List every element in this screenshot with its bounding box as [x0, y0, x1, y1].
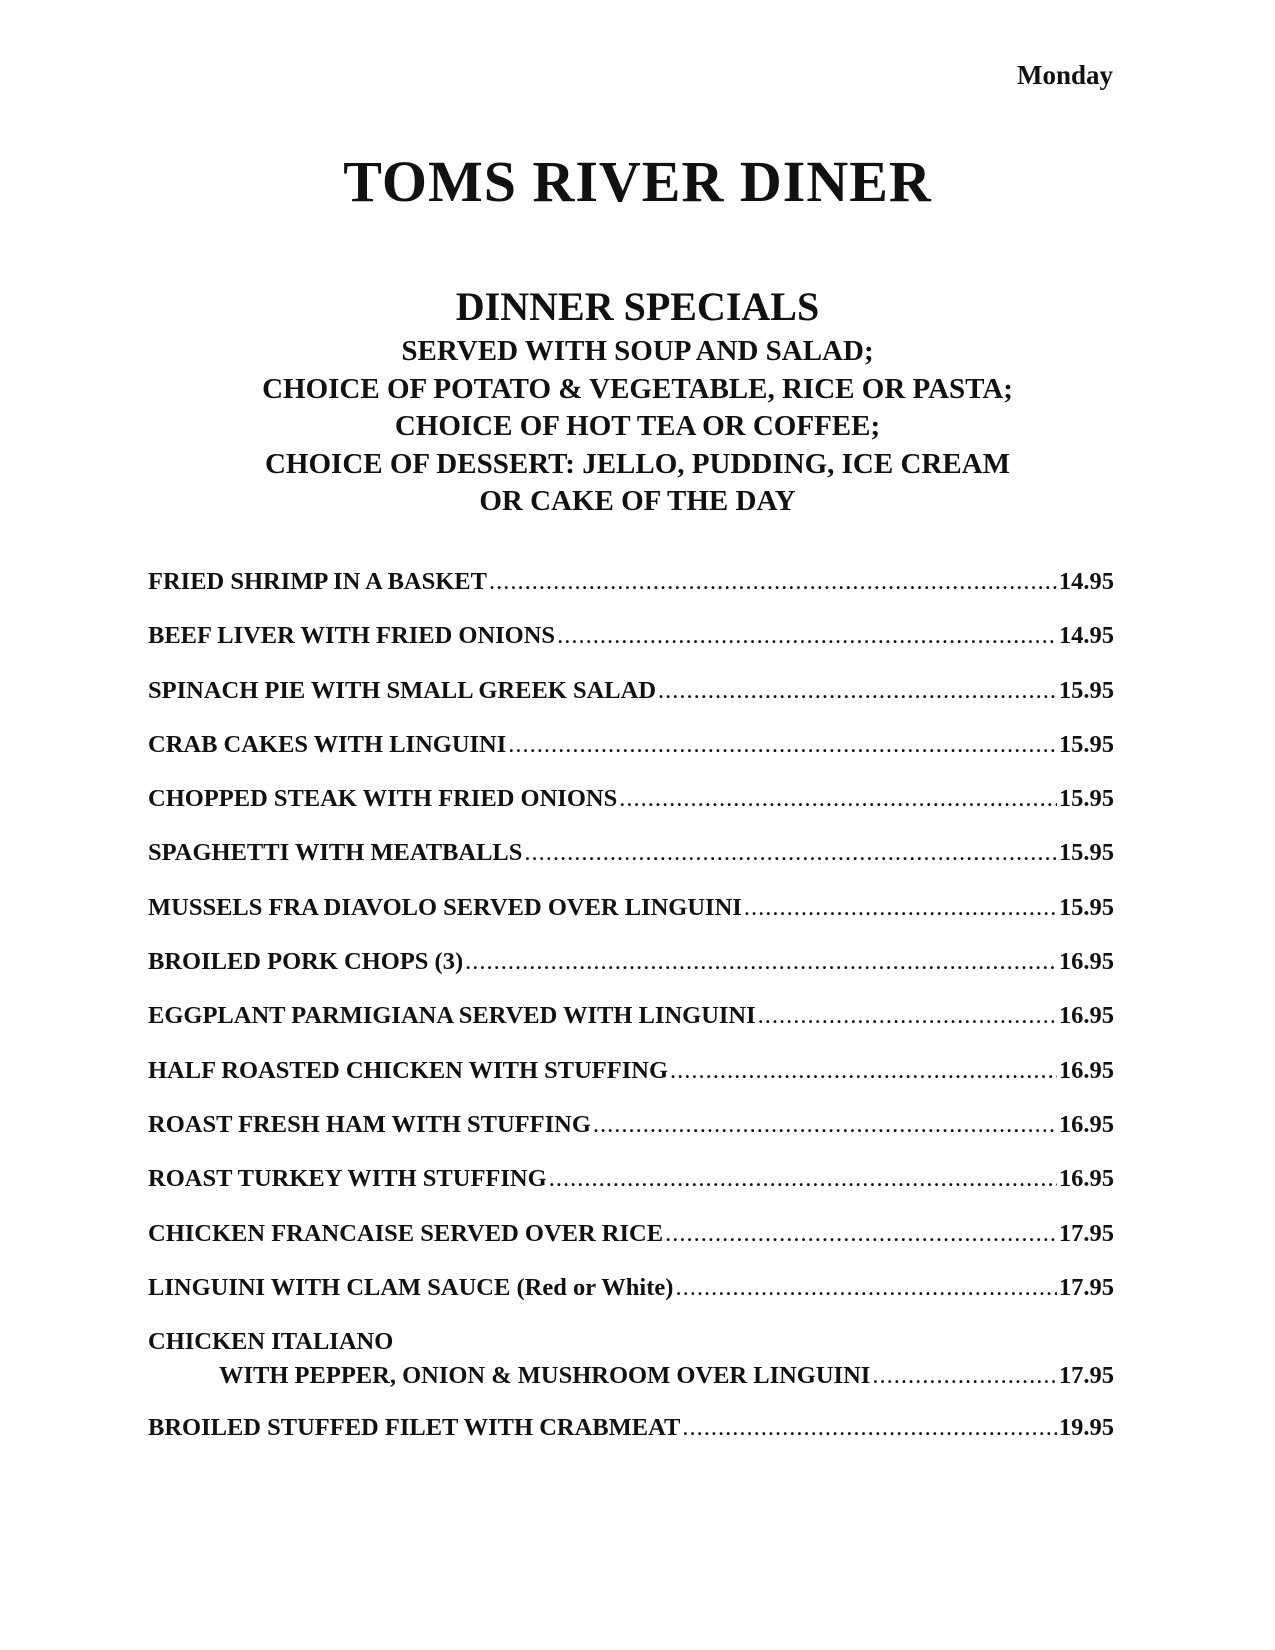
menu-item-name: HALF ROASTED CHICKEN WITH STUFFING	[148, 1056, 669, 1084]
dot-leader	[658, 677, 1057, 705]
menu-item	[148, 622, 1114, 676]
menu-item-price: 15.95	[1058, 785, 1114, 813]
menu-item	[148, 1057, 1114, 1111]
dot-leader	[508, 731, 1057, 759]
menu-item-name: MUSSELS FRA DIAVOLO SERVED OVER LINGUINI	[148, 893, 742, 921]
menu-item-price: 17.95	[1058, 1273, 1114, 1301]
menu-item-name: SPAGHETTI WITH MEATBALLS	[148, 839, 523, 867]
specials-note: OR CAKE OF THE DAY	[479, 485, 796, 517]
menu-item-price: 15.95	[1058, 676, 1114, 704]
menu-item-price: 16.95	[1058, 1110, 1114, 1138]
specials-heading: DINNER SPECIALS	[455, 284, 820, 329]
menu-item	[148, 1220, 1114, 1274]
dot-leader	[619, 785, 1057, 813]
menu-item-price: 16.95	[1058, 1165, 1114, 1193]
menu-item-name: CHOPPED STEAK WITH FRIED ONIONS	[148, 785, 618, 813]
menu-item	[148, 785, 1114, 839]
menu-item-price: 15.95	[1058, 893, 1114, 921]
specials-note: CHOICE OF HOT TEA OR COFFEE;	[394, 410, 881, 442]
dot-leader	[465, 948, 1057, 976]
menu-item-price: 14.95	[1058, 568, 1114, 595]
menu-item-name: CRAB CAKES WITH LINGUINI	[148, 730, 507, 758]
specials-notes	[0, 333, 1275, 521]
menu-item-price: 15.95	[1058, 839, 1114, 867]
menu-item-price: 16.95	[1058, 1056, 1114, 1084]
menu-item-name: BROILED STUFFED FILET WITH CRABMEAT	[148, 1414, 681, 1442]
dot-leader	[670, 1057, 1057, 1085]
menu-item	[148, 731, 1114, 785]
restaurant-name: TOMS RIVER DINER	[343, 149, 932, 214]
menu-item-price: 15.95	[1058, 730, 1114, 758]
menu-item-name: FRIED SHRIMP IN A BASKET	[148, 568, 487, 595]
menu-item-price: 17.95	[1058, 1219, 1114, 1247]
specials-note: CHOICE OF POTATO & VEGETABLE, RICE OR PASTA;	[262, 372, 1013, 405]
menu-item	[148, 839, 1114, 893]
menu-item-name: ROAST FRESH HAM WITH STUFFING	[148, 1110, 591, 1138]
dot-leader	[549, 1165, 1057, 1193]
menu-item-name: BEEF LIVER WITH FRIED ONIONS	[148, 622, 556, 650]
menu-item-name: CHICKEN FRANCAISE SERVED OVER RICE	[148, 1219, 664, 1247]
dot-leader	[675, 1274, 1056, 1302]
menu-item-name: CHICKEN ITALIANO	[148, 1328, 394, 1356]
menu-item	[148, 1165, 1114, 1219]
menu-item	[148, 677, 1114, 731]
dot-leader	[489, 568, 1057, 596]
menu-item	[148, 1111, 1114, 1165]
dot-leader	[872, 1362, 1057, 1390]
menu-item-name: BROILED PORK CHOPS (3)	[148, 948, 464, 976]
menu-item-name: EGGPLANT PARMIGIANA SERVED WITH LINGUINI	[148, 1002, 756, 1030]
day-label: Monday	[1016, 60, 1113, 90]
menu-item-price: 16.95	[1058, 1002, 1114, 1030]
menu-item	[148, 894, 1114, 948]
specials-note: SERVED WITH SOUP AND SALAD;	[401, 335, 874, 367]
menu-item-price: 16.95	[1058, 948, 1114, 976]
menu-item-price: 14.95	[1058, 622, 1114, 650]
dot-leader	[593, 1111, 1057, 1139]
menu-item-detail-row	[148, 1362, 1114, 1390]
menu-item	[148, 1414, 1114, 1468]
menu-item	[148, 1328, 1114, 1414]
dot-leader	[665, 1220, 1057, 1248]
menu-item-name: LINGUINI WITH CLAM SAUCE (Red or White)	[148, 1273, 674, 1301]
dot-leader	[758, 1002, 1057, 1030]
menu-list	[148, 568, 1114, 1468]
menu-item	[148, 1274, 1114, 1328]
menu-item-name: ROAST TURKEY WITH STUFFING	[148, 1165, 547, 1193]
menu-item-detail: WITH PEPPER, ONION & MUSHROOM OVER LINGUINI	[219, 1362, 871, 1390]
menu-item-name: SPINACH PIE WITH SMALL GREEK SALAD	[148, 676, 657, 704]
menu-item	[148, 568, 1114, 622]
dot-leader	[744, 894, 1057, 922]
dot-leader	[682, 1414, 1057, 1442]
menu-item	[148, 948, 1114, 1002]
menu-item-price: 17.95	[1058, 1362, 1114, 1390]
menu-item-price: 19.95	[1058, 1414, 1114, 1442]
menu-item	[148, 1002, 1114, 1056]
dot-leader	[557, 622, 1057, 650]
dot-leader	[524, 839, 1056, 867]
specials-note: CHOICE OF DESSERT: JELLO, PUDDING, ICE CREAM	[264, 447, 1010, 480]
